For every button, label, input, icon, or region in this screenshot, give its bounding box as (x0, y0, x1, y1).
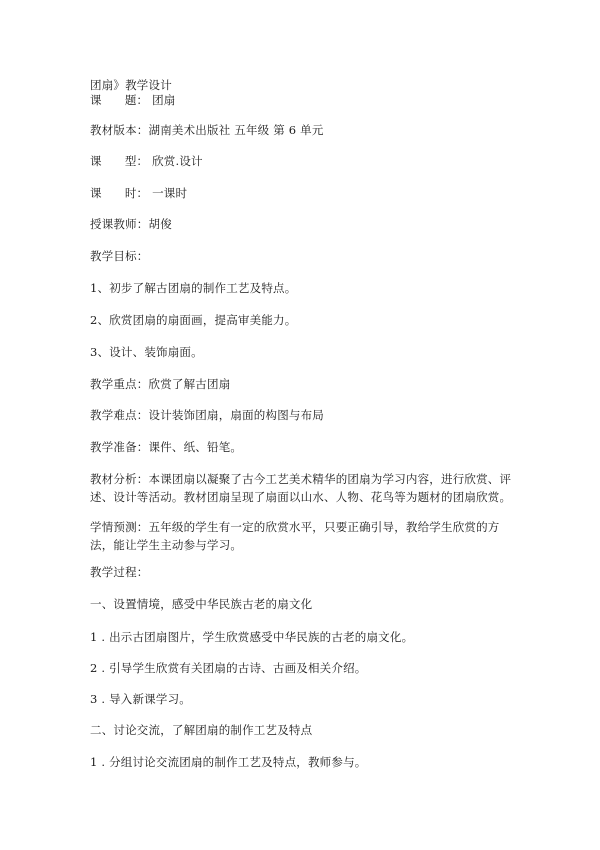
section-item: 1 . 出示古团扇图片，学生欣赏感受中华民族的古老的扇文化。 (90, 630, 414, 644)
goal-item: 1、初步了解古团扇的制作工艺及特点。 (90, 281, 297, 295)
doc-title: 团扇》教学设计 (90, 78, 172, 92)
period-value: 一课时 (152, 186, 188, 200)
period-line (90, 186, 187, 201)
teacher-line: 授课教师：胡俊 (90, 217, 172, 231)
type-value: 欣赏.设计 (152, 154, 203, 168)
difficulty: 教学难点：设计装饰团扇，扇面的构图与布局 (90, 408, 324, 422)
subject-line (90, 93, 176, 108)
type-label: 课 型： (90, 154, 149, 168)
section-heading: 一、设置情境，感受中华民族古老的扇文化 (90, 597, 313, 611)
goal-item: 2、欣赏团扇的扇面画，提高审美能力。 (90, 313, 297, 327)
key-point: 教学重点：欣赏了解古团扇 (90, 377, 231, 391)
preparation: 教学准备：课件、纸、铅笔。 (90, 440, 243, 454)
goal-item: 3、设计、装饰扇面。 (90, 345, 203, 359)
process-heading: 教学过程： (90, 565, 149, 579)
period-label: 课 时： (90, 186, 149, 200)
section-item: 3 . 导入新课学习。 (90, 692, 191, 706)
learning-prediction: 学情预测：五年级的学生有一定的欣赏水平，只要正确引导，教给学生欣赏的方法，能让学生主动参与学习。 (90, 520, 500, 552)
subject-value: 团扇 (152, 93, 176, 107)
section-item: 2 . 引导学生欣赏有关团扇的古诗、古画及相关介绍。 (90, 661, 367, 675)
section-item: 1 . 分组讨论交流团扇的制作工艺及特点，教师参与。 (90, 755, 367, 769)
section-heading: 二、讨论交流，了解团扇的制作工艺及特点 (90, 723, 313, 737)
material-analysis: 教材分析：本课团扇以凝聚了古今工艺美术精华的团扇为学习内容，进行欣赏、评述、设计等活动。教材团扇呈现了扇面以山水、人物、花鸟等为题材的团扇欣赏。 (90, 472, 512, 504)
subject-label: 课 题： (90, 93, 149, 107)
goals-heading: 教学目标： (90, 249, 149, 263)
type-line (90, 154, 203, 169)
edition-line: 教材版本：湖南美术出版社 五年级 第 6 单元 (90, 123, 324, 137)
